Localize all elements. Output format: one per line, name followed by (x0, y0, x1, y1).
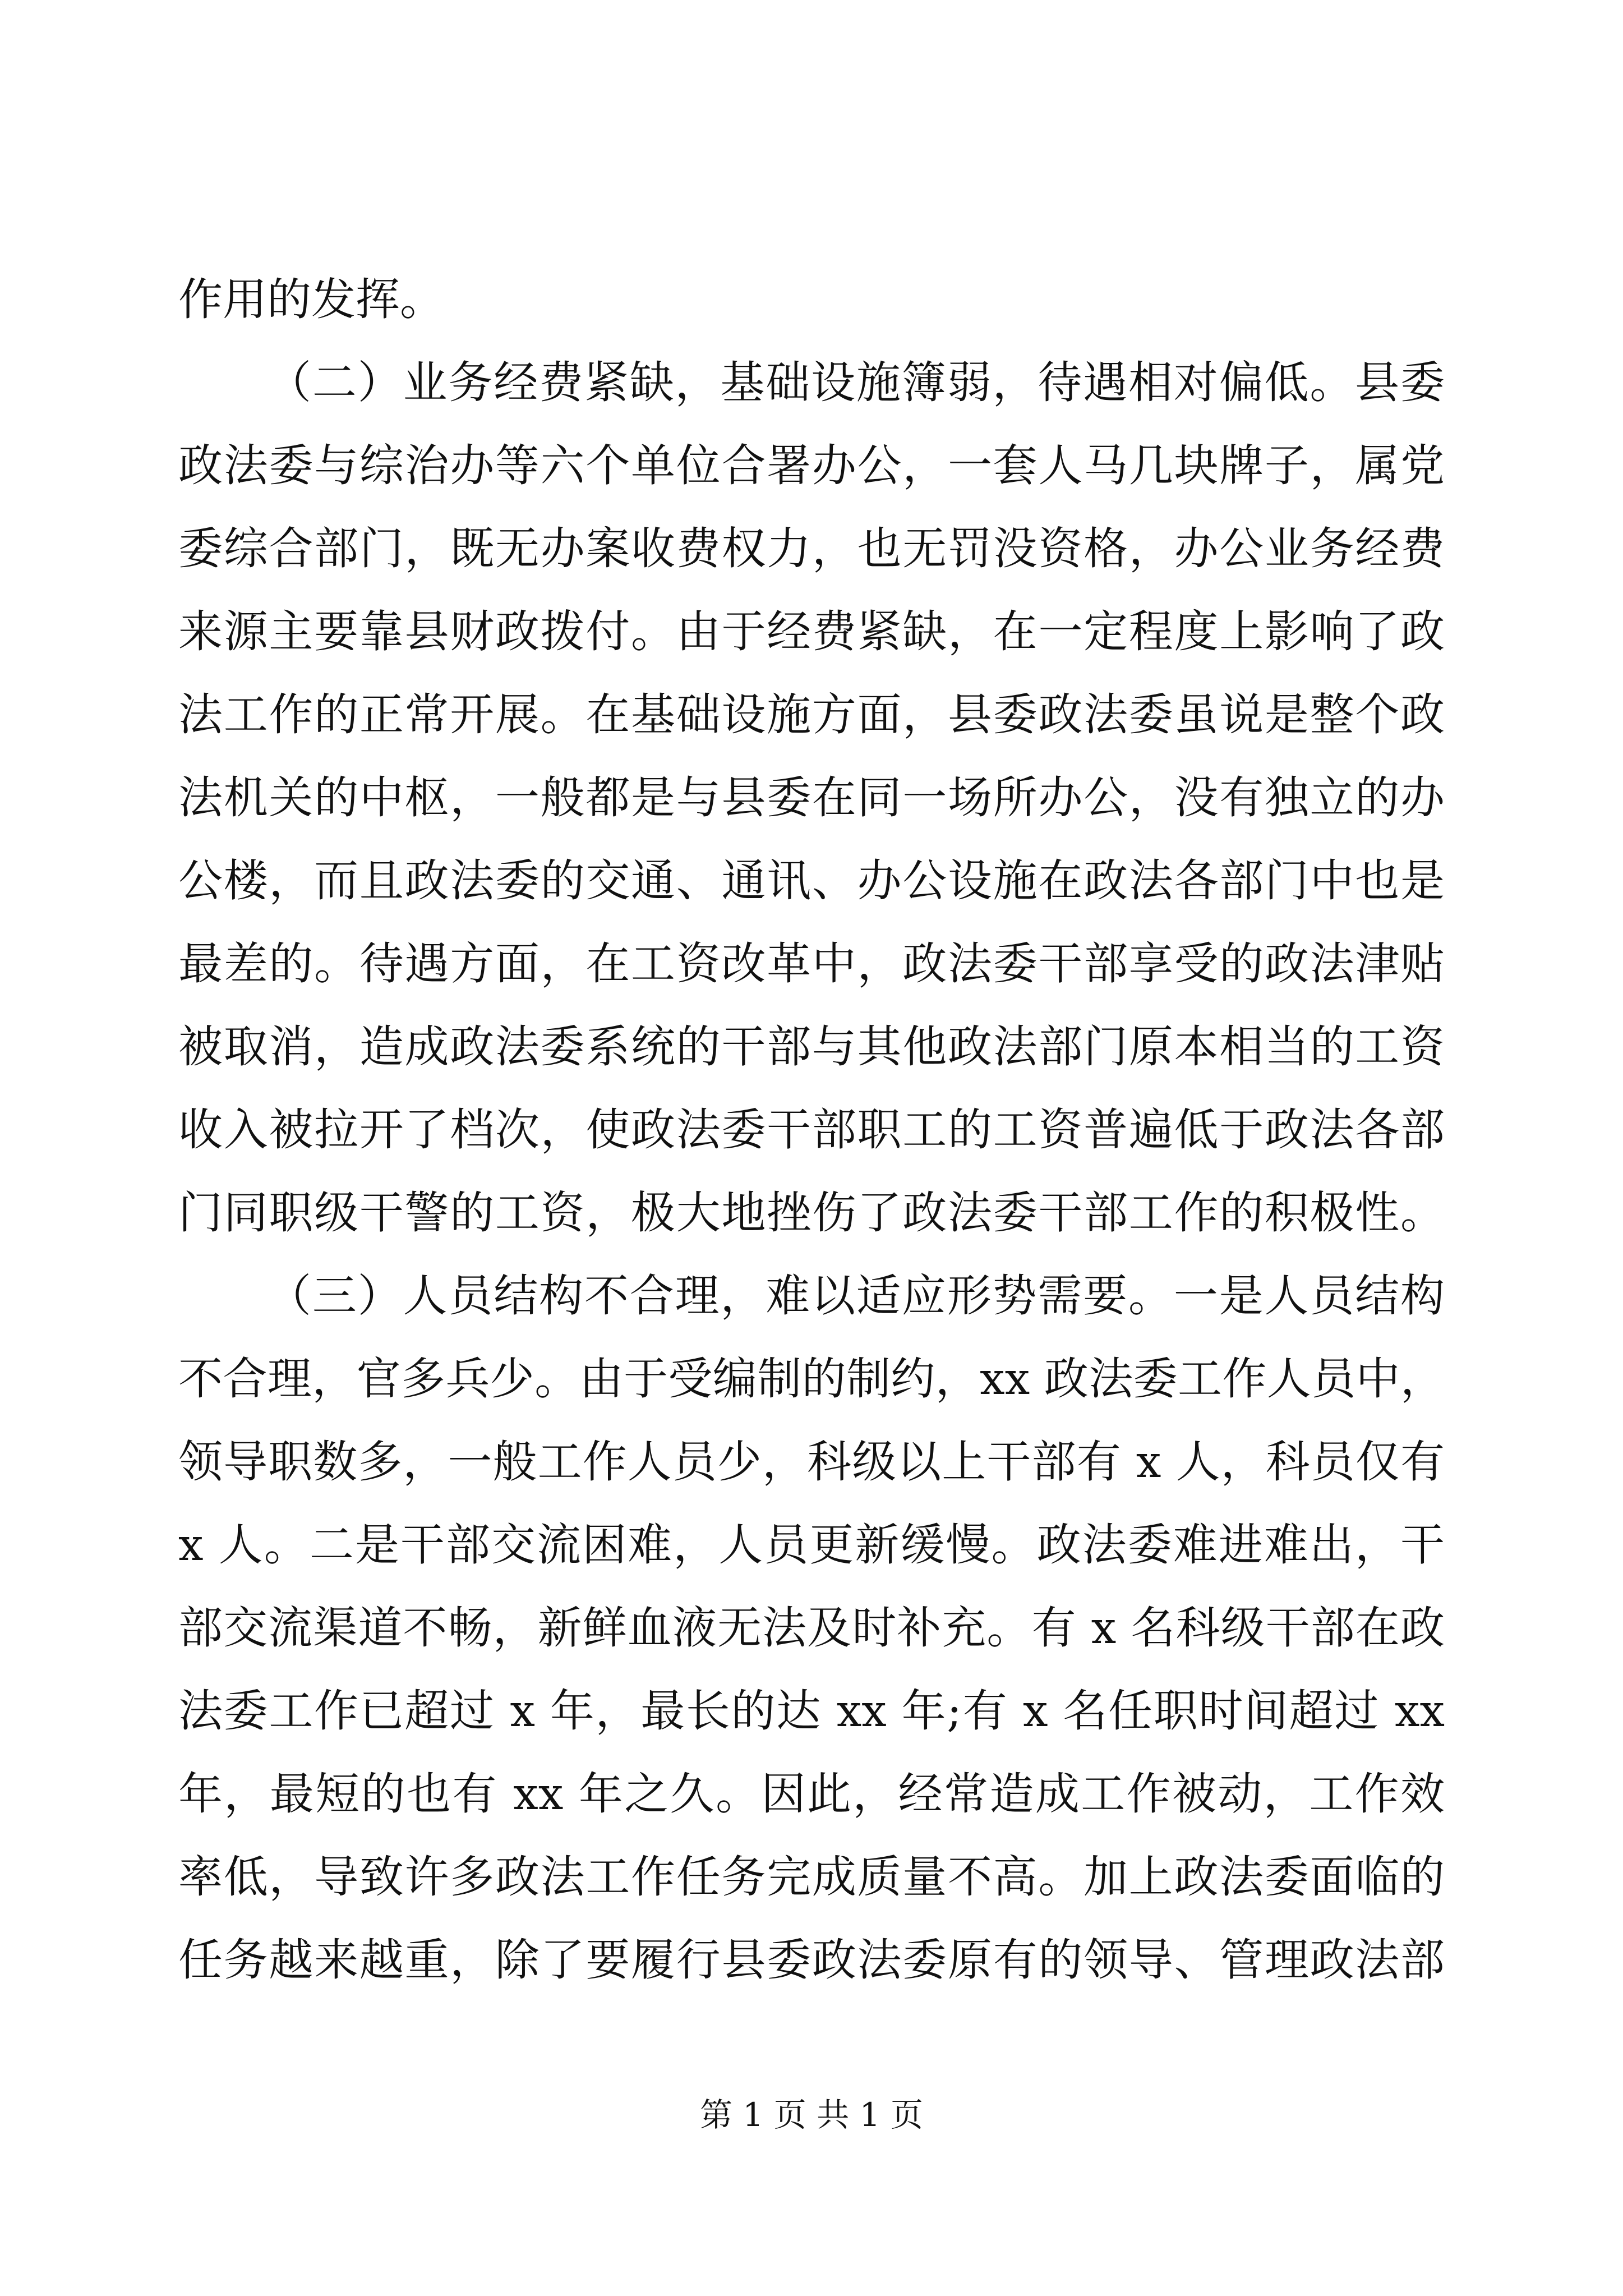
text-line: 率低，导致许多政法工作任务完成质量不高。加上政法委面临的 (178, 1851, 1445, 1903)
page-footer (0, 2092, 1623, 2137)
text-line: 委综合部门，既无办案收费权力，也无罚没资格，办公业务经费 (178, 523, 1445, 574)
text-line: 部交流渠道不畅，新鲜血液无法及时补充。有 x 名科级干部在政 (178, 1602, 1445, 1654)
text-line: 法工作的正常开展。在基础设施方面，县委政法委虽说是整个政 (178, 689, 1445, 740)
text-line: （三）人员结构不合理，难以适应形势需要。一是人员结构 (267, 1270, 1445, 1322)
text-line: 不合理，官多兵少。由于受编制的制约，xx 政法委工作人员中， (178, 1353, 1445, 1405)
text-line: 领导职数多，一般工作人员少，科级以上干部有 x 人，科员仅有 (178, 1436, 1445, 1488)
text-line: 年，最短的也有 xx 年之久。因此，经常造成工作被动，工作效 (178, 1768, 1445, 1820)
text-line: 法委工作已超过 x 年，最长的达 xx 年;有 x 名任职时间超过 xx (178, 1685, 1445, 1737)
text-line: 政法委与综治办等六个单位合署办公，一套人马几块牌子，属党 (178, 440, 1445, 491)
page-number: 第 1 页 共 1 页 (700, 2096, 923, 2134)
body-text (178, 258, 1445, 2001)
text-line: 作用的发挥。 (178, 274, 444, 325)
text-line: 门同职级干警的工资，极大地挫伤了政法委干部工作的积极性。 (178, 1187, 1445, 1239)
text-line: 被取消，造成政法委系统的干部与其他政法部门原本相当的工资 (178, 1021, 1445, 1073)
text-line: 收入被拉开了档次，使政法委干部职工的工资普遍低于政法各部 (178, 1104, 1445, 1156)
text-line: 任务越来越重，除了要履行县委政法委原有的领导、管理政法部 (178, 1934, 1445, 1986)
text-line: （二）业务经费紧缺，基础设施簿弱，待遇相对偏低。县委 (267, 357, 1445, 408)
text-line: 法机关的中枢，一般都是与县委在同一场所办公，没有独立的办 (178, 772, 1445, 823)
text-line: 来源主要靠县财政拨付。由于经费紧缺，在一定程度上影响了政 (178, 606, 1445, 657)
text-line: 最差的。待遇方面，在工资改革中，政法委干部享受的政法津贴 (178, 938, 1445, 990)
text-line: 公楼，而且政法委的交通、通讯、办公设施在政法各部门中也是 (178, 855, 1445, 907)
text-line: x 人。二是干部交流困难，人员更新缓慢。政法委难进难出，干 (178, 1519, 1445, 1571)
